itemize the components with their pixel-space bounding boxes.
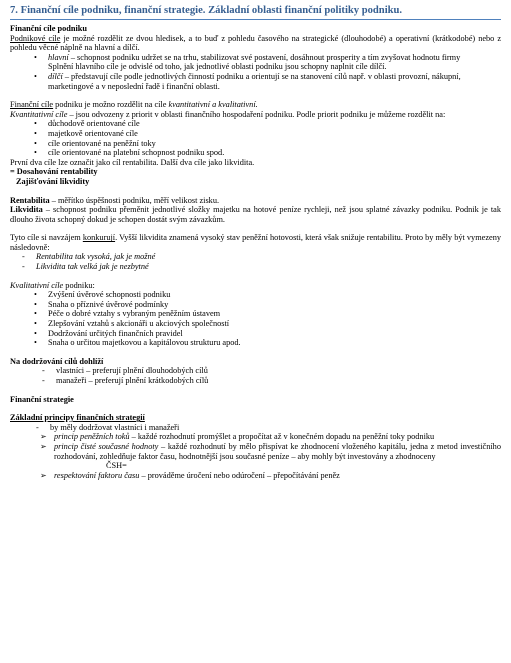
list-item: • majetkově orientované cíle: [34, 128, 138, 138]
list-item: • Zlepšování vztahů s akcionáři u akciových společností: [34, 319, 230, 329]
bullet-icon: •: [34, 338, 37, 348]
page-title: 7. Finanční cíle podniku, finanční strategie. Základní oblasti finanční politiky podniku.: [10, 5, 403, 16]
list-item: • Zvýšení úvěrové schopnosti podniku: [34, 290, 171, 300]
goals-intro-paragraph: Podnikové cíle je možné rozdělit ze dvou hledisek, a to buď z pohledu časového na strategické (dlouhodobé) a operativní (krátkodobé) nebo z pohledu věcné náplně na hlavní a dílčí.: [10, 33, 501, 53]
arrow-right-icon: ➢: [40, 432, 47, 442]
list-item: - by měly dodržovat vlastníci i manažeři: [36, 422, 180, 432]
arrow-right-icon: ➢: [40, 441, 47, 451]
supervision-list: [10, 366, 501, 385]
bullet-icon: •: [34, 138, 37, 148]
dash-icon: -: [42, 376, 45, 385]
term-business-goals: Podnikové cíle: [10, 33, 61, 43]
qualitative-goals-list: [10, 290, 501, 348]
bullet-icon: •: [34, 290, 37, 300]
equals-rentability: = Dosahování rentability: [10, 167, 98, 177]
principles-intro-list: [10, 423, 501, 433]
list-item: - Rentabilita tak vysoká, jak je možné: [22, 252, 156, 262]
list-item: • dílčí – představují cíle podle jednotlivých činností podniku a orientují se na stanovení cílů např. v oblasti provozní, nákupní, marketingové a v neposlední řadě i finanční oblasti.: [34, 71, 461, 91]
list-item: - manažeři – preferují plnění krátkodobých cílů: [42, 376, 209, 385]
dash-icon: -: [36, 422, 39, 432]
dash-icon: -: [22, 262, 25, 272]
principles-heading: Základní principy finančních strategií: [10, 413, 145, 423]
principles-list: [10, 432, 501, 461]
ensuring-liquidity: Zajišťování likvidity: [16, 176, 90, 186]
list-item: • cíle orientované na platební schopnost podniku spod.: [34, 148, 225, 158]
bullet-icon: •: [34, 71, 37, 81]
qualitative-goals-heading: Kvalitativní cíle podniku:: [10, 280, 95, 290]
bullet-icon: •: [34, 128, 37, 138]
section-heading-financial-goals: Finanční cíle podniku: [10, 24, 88, 33]
financial-goals-line: Finanční cíle podniku je možno rozdělit na cíle kvantitativní a kvalitativní.: [10, 100, 258, 110]
bullet-icon: •: [34, 299, 37, 309]
supervision-heading: Na dodržování cílů dohlíží: [10, 356, 104, 366]
financial-strategy-heading: Finanční strategie: [10, 394, 74, 404]
bullet-icon: •: [34, 119, 37, 129]
list-item: • důchodově orientované cíle: [34, 119, 140, 129]
list-item: • hlavní – schopnost podniku udržet se na trhu, stabilizovat své postavení, dosáhnout prosperity a tím zvyšovat hodnotu firmy Splnění hlavního cíle je odvislé od toho, jak jednotlivé oblasti podniku jsou schopny naplnit cíle dílčí.: [34, 52, 461, 72]
goal-types-list: [10, 53, 501, 91]
list-item: ➢ respektování faktoru času – prováděme úročení nebo odúročení – přepočítávání peněz: [40, 470, 340, 480]
list-item: • cíle orientované na peněžní toky: [34, 138, 156, 148]
definition-list: [10, 252, 501, 271]
dash-icon: -: [42, 366, 45, 376]
list-item: • Péče o dobré vztahy s vybraným peněžním ústavem: [34, 309, 221, 319]
bullet-icon: •: [34, 328, 37, 338]
goals-conflict-paragraph: Tyto cíle si navzájem konkurují. Vyšší likvidita znamená vysoký stav peněžní hotovosti, která však snižuje rentabilitu. Proto by měly být vymezeny následovně:: [10, 233, 501, 252]
list-item: ➢ princip čisté současné hodnoty – každé rozhodnutí by mělo přispívat ke zhodnocení vloženého kapitálu, jedna z metod investičního rozhodování, zohledňuje faktor času, hodnotnější jsou současné peníze – aby mohly být investovány a zhodnoceny: [40, 441, 501, 461]
list-item: • Snaha o příznivé úvěrové podmínky: [34, 299, 169, 309]
principles-list-continued: [10, 471, 501, 481]
list-item: - vlastníci – preferují plnění dlouhodobých cílů: [42, 366, 208, 376]
list-item: • Snaha o určitou majetkovou a kapitálovou strukturu apod.: [34, 338, 241, 348]
bullet-icon: •: [34, 148, 37, 158]
rentability-liquidity-note: První dva cíle lze označit jako cíl rentabilita. Další dva cíle jako likvidita.: [10, 157, 255, 167]
bullet-icon: •: [34, 309, 37, 319]
rentability-definition: Rentabilita – měřítko úspěšnosti podniku, měří velikost zisku.: [10, 195, 220, 205]
list-item: - Likvidita tak velká jak je nezbytné: [22, 262, 149, 272]
quantitative-goals-list: [10, 119, 501, 157]
title-bar: [10, 4, 501, 20]
npv-formula: ČSH=: [106, 461, 127, 471]
bullet-icon: •: [34, 52, 37, 62]
list-item: • Dodržování určitých finančních pravidel: [34, 328, 183, 338]
arrow-right-icon: ➢: [40, 470, 47, 480]
quantitative-goals-paragraph: Kvantitativní cíle – jsou odvozeny z priorit v oblasti finančního hospodaření podniku. Podle priorit podniku je můžeme rozdělit na:: [10, 109, 446, 119]
dash-icon: -: [22, 252, 25, 262]
bullet-icon: •: [34, 319, 37, 329]
liquidity-definition: Likvidita – schopnost podniku přeměnit jednotlivé složky majetku na hotové peníze rychleji, než jsou splatné závazky podniku. Podnik je tak dlouho života schopný dokud je schopen dostát svým závazkům.: [10, 205, 501, 224]
list-item: ➢ princip peněžních toků – každé rozhodnutí promýšlet a propočítat až v konečném dopadu na peněžní toky podniku: [40, 432, 435, 442]
